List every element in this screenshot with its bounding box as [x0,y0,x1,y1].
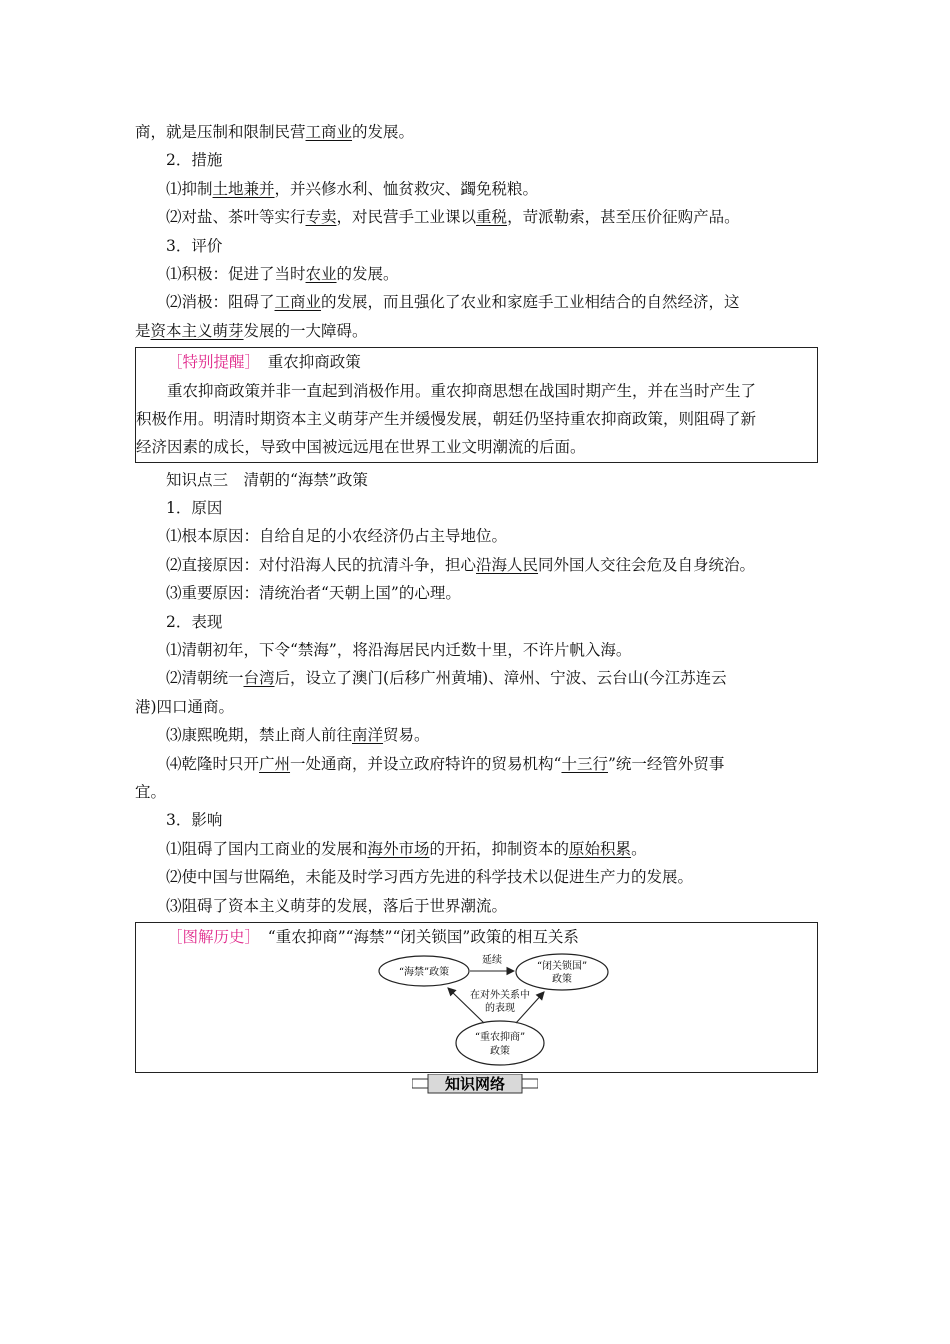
edge-mid-label-1: 在对外关系中 [470,990,530,1002]
node-biguan-label-2: 政策 [552,974,572,986]
paragraph-line: 港)四口通商。 [135,697,235,716]
diagram-box [135,922,818,1073]
page-content [135,118,817,1076]
section-heading: 1．原因 [166,499,223,518]
section-heading: 3．影响 [166,811,223,830]
paragraph-line: 宜。 [135,782,167,801]
special-reminder-box [135,347,818,463]
paragraph-line: ⑷乾隆时只开广州一处通商，并设立政府特许的贸易机构“十三行”统一经管外贸事 [166,754,725,773]
paragraph-line: ⑵直接原因：对付沿海人民的抗清斗争，担心沿海人民同外国人交往会危及自身统治。 [166,555,756,574]
paragraph-line: ⑴清朝初年，下令“禁海”，将沿海居民内迁数十里，不许片帆入海。 [166,641,632,660]
diagram-tag: ［图解历史］ [167,927,253,946]
paragraph-line: ⑵使中国与世隔绝，未能及时学习西方先进的科学技术以促进生产力的发展。 [166,868,694,887]
paragraph-line: 商，就是压制和限制民营工商业的发展。 [135,123,415,141]
knowledge-network-title: 知识网络 [444,1075,506,1093]
node-haijin-label: “海禁”政策 [398,967,450,979]
paragraph-line: ⑶重要原因：清统治者“天朝上国”的心理。 [166,584,461,603]
paragraph-line: ⑵清朝统一台湾后，设立了澳门(后移广州黄埔)、漳州、宁波、云台山(今江苏连云 [166,669,727,688]
paragraph-line: ⑴积极：促进了当时农业的发展。 [166,264,399,283]
paragraph-line: ⑴抑制土地兼并，并兴修水利、恤贫救灾、蠲免税粮。 [166,179,539,198]
reminder-title: 重农抑商政策 [267,353,361,372]
paragraph-line: 是资本主义萌芽发展的一大障碍。 [135,321,368,340]
edge-mid-label-2: 的表现 [485,1003,515,1015]
reminder-line: 重农抑商政策并非一直起到消极作用。重农抑商思想在战国时期产生，并在当时产生了 [167,381,757,400]
section-heading: 3．评价 [166,236,223,255]
knowledge-point-title: 知识点三 清朝的“海禁”政策 [166,470,368,489]
paragraph-line: ⑶康熙晚期，禁止商人前往南洋贸易。 [166,726,430,745]
relationship-diagram [136,951,817,1072]
node-zhongnong [456,1021,544,1065]
paragraph-line: ⑵对盐、茶叶等实行专卖，对民营手工业课以重税，苛派勒索，甚至压价征购产品。 [166,208,740,227]
edge-continue-label: 延续 [482,955,502,967]
diagram-title: “重农抑商”“海禁”“闭关锁国”政策的相互关系 [267,927,579,946]
node-zhongnong-label-1: “重农抑商” [474,1032,526,1044]
reminder-line: 经济因素的成长，导致中国被远远甩在世界工业文明潮流的后面。 [136,438,586,457]
paragraph-line: ⑴根本原因：自给自足的小农经济仍占主导地位。 [166,527,508,546]
reminder-tag: ［特别提醒］ [167,353,253,372]
reminder-line: 积极作用。明清时期资本主义萌芽产生并缓慢发展，朝廷仍坚持重农抑商政策，则阻碍了新 [136,409,757,428]
node-biguan-label-1: “闭关锁国” [536,961,588,973]
section-heading: 2．措施 [166,151,223,170]
diagram-header [136,923,817,951]
section-heading: 2．表现 [166,612,223,631]
paragraph-line: ⑴阻碍了国内工商业的发展和海外市场的开拓，抑制资本的原始积累。 [166,839,647,858]
paragraph-line: ⑵消极：阻碍了工商业的发展，而且强化了农业和家庭手工业相结合的自然经济，这 [166,293,740,312]
paragraph-line: ⑶阻碍了资本主义萌芽的发展，落后于世界潮流。 [166,896,508,915]
diagram-svg [376,951,616,1073]
reminder-header [136,348,817,376]
node-zhongnong-label-2: 政策 [490,1046,510,1058]
knowledge-network-banner [412,1074,538,1094]
